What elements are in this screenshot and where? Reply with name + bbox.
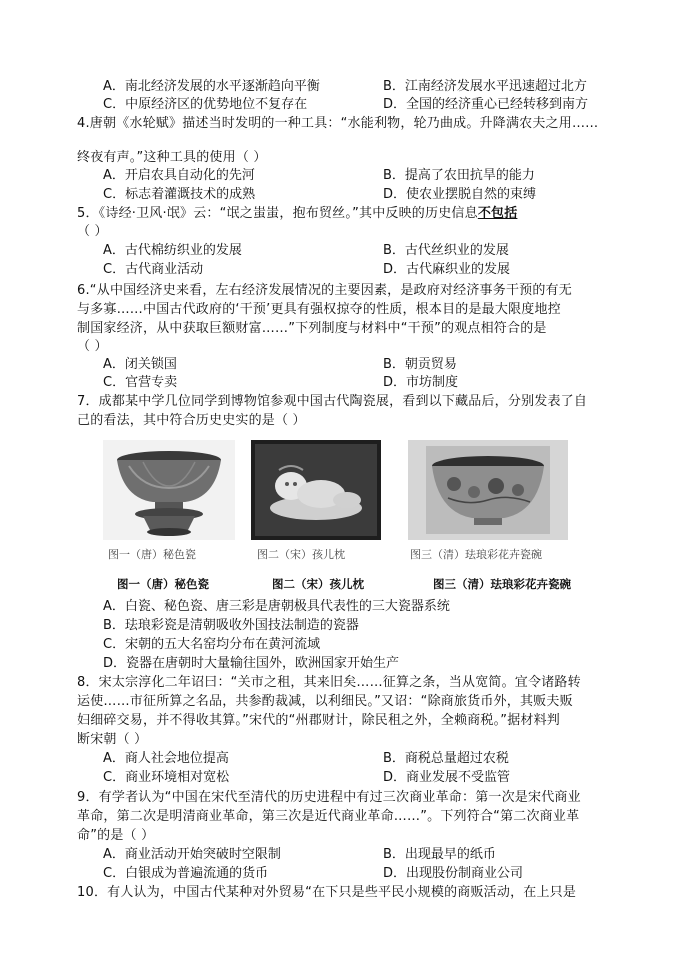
q8-stem-line-4: 断宋朝（ ） [77,732,148,747]
q4-stem-line-2: 终夜有声。”这种工具的使用（ ） [77,150,267,165]
q8-stem-line-2: 运使……市征所算之名品，共参酌裁减，以利细民。”又诏：“除商旅货币外，其贩夫贩 [77,694,573,709]
q6-stem-line-2: 与多寡……中国古代政府的‘干预’更具有强权掠夺的性质，根本目的是最大限度地控 [77,302,561,317]
q9-stem-line-2: 革命，第二次是明清商业革命，第三次是近代商业革命……”。下列符合“第二次商业革 [77,809,580,824]
q5-emphasis: 不包括 [477,206,518,221]
child-pillow-image [251,440,381,540]
q5-option-b[interactable]: B．古代丝织业的发展 [383,243,509,258]
q3-options-row-2 [0,96,688,114]
q8-options-row-2 [0,769,688,787]
q7-option-c-row [0,636,688,654]
q3-option-d[interactable]: D．全国的经济重心已经转移到南方 [383,97,589,112]
q5-stem-line-2: （ ） [77,224,108,239]
q9-option-a[interactable]: A．商业活动开始突破时空限制 [103,847,281,862]
figure-3-inner-caption: 图三（清）珐琅彩花卉瓷碗 [410,548,542,561]
q7-option-d-row [0,655,688,673]
q5-option-c[interactable]: C．古代商业活动 [103,262,204,277]
q6-stem-line-1: 6.“从中国经济史来看，左右经济发展情况的主要因素，是政府对经济事务干预的有无 [77,283,572,298]
q4-options-row-1 [0,167,688,185]
q5-options-row-1 [0,242,688,260]
q9-option-d[interactable]: D．出现股份制商业公司 [383,866,524,881]
figure-1-caption: 图一（唐）秘色瓷 [117,577,209,591]
q7-option-a-row [0,598,688,616]
q8-option-d[interactable]: D．商业发展不受监管 [383,770,511,785]
q4-options-row-2 [0,186,688,204]
q6-option-c[interactable]: C．官营专卖 [103,375,178,390]
q7-option-a[interactable]: A．白瓷、秘色瓷、唐三彩是唐朝极具代表性的三大瓷器系统 [103,599,450,614]
q3-option-a[interactable]: A．南北经济发展的水平逐渐趋向平衡 [103,79,320,94]
q6-options-row-1 [0,356,688,374]
q3-option-c[interactable]: C．中原经济区的优势地位不复存在 [103,97,308,112]
q8-stem-line-3: 妇细碎交易，并不得收其算。”宋代的“州郡财计，除民租之外，全赖商税。”据材料判 [77,713,561,728]
q8-stem-line-1: 8．宋太宗淳化二年诏曰：“关市之租，其来旧矣……征算之条，当从宽简。宜令诸路转 [77,675,581,690]
q4-option-d[interactable]: D．使农业摆脱自然的束缚 [383,187,537,202]
q6-option-d[interactable]: D．市坊制度 [383,375,459,390]
q9-options-row-2 [0,865,688,883]
q5-stem-line-1 [77,205,617,223]
q3-options-row-1 [0,78,688,96]
q9-stem-line-1: 9．有学者认为“中国在宋代至清代的历史进程中有过三次商业革命：第一次是宋代商业 [77,790,581,805]
q7-option-d[interactable]: D．瓷器在唐朝时大量输往国外，欧洲国家开始生产 [103,656,400,671]
q6-stem-line-4: （ ） [77,339,108,354]
q3-option-b[interactable]: B．江南经济发展水平迅速超过北方 [383,79,587,94]
q7-stem-line-1: 7．成都某中学几位同学到博物馆参观中国古代陶瓷展，看到以下藏品后，分别发表了自 [77,394,588,409]
q6-options-row-2 [0,374,688,392]
q4-option-a[interactable]: A．开启农具自动化的先河 [103,168,255,183]
q6-option-b[interactable]: B．朝贡贸易 [383,357,457,372]
q9-option-c[interactable]: C．白银成为普遍流通的货币 [103,866,269,881]
q5-stem-text: 5．《诗经·卫风·氓》云：“氓之蚩蚩，抱布贸丝。”其中反映的历史信息 [77,206,478,221]
enamel-bowl-image [408,440,568,540]
figure-3-caption: 图三（清）珐琅彩花卉瓷碗 [433,577,571,591]
q5-option-d[interactable]: D．古代麻织业的发展 [383,262,511,277]
figure-2-caption: 图二（宋）孩儿枕 [272,577,364,591]
q9-option-b[interactable]: B．出现最早的纸币 [383,847,496,862]
q7-stem-line-2: 己的看法，其中符合历史史实的是（ ） [77,413,306,428]
q7-option-b-row [0,617,688,635]
q5-option-a[interactable]: A．古代棉纺织业的发展 [103,243,242,258]
q6-option-a[interactable]: A．闭关锁国 [103,357,177,372]
q4-stem-line-1: 4.唐朝《水轮赋》描述当时发明的一种工具：“水能利物，轮乃曲成。升降满农夫之用…… [77,116,599,131]
figure-1-inner-caption: 图一（唐）秘色瓷 [108,548,196,561]
q9-options-row-1 [0,846,688,864]
q7-option-c[interactable]: C．宋朝的五大名窑均分布在黄河流域 [103,637,321,652]
q9-stem-line-3: 命”的是（ ） [77,828,155,843]
q8-option-b[interactable]: B．商税总量超过农税 [383,751,509,766]
q8-option-a[interactable]: A．商人社会地位提高 [103,751,229,766]
q8-options-row-1 [0,750,688,768]
q4-option-b[interactable]: B．提高了农田抗旱的能力 [383,168,535,183]
q5-options-row-2 [0,261,688,279]
q8-option-c[interactable]: C．商业环境相对宽松 [103,770,230,785]
figure-2-inner-caption: 图二（宋）孩儿枕 [257,548,345,561]
q4-option-c[interactable]: C．标志着灌溉技术的成熟 [103,187,256,202]
q6-stem-line-3: 制国家经济，从中获取巨额财富……”下列制度与材料中“干预”的观点相符合的是 [77,321,547,336]
q10-stem-line-1: 10．有人认为，中国古代某种对外贸易“在下只是些平民小规模的商贩活动，在上只是 [77,885,577,900]
q7-option-b[interactable]: B．珐琅彩瓷是清朝吸收外国技法制造的瓷器 [103,618,359,633]
celadon-bowl-image [103,440,235,540]
